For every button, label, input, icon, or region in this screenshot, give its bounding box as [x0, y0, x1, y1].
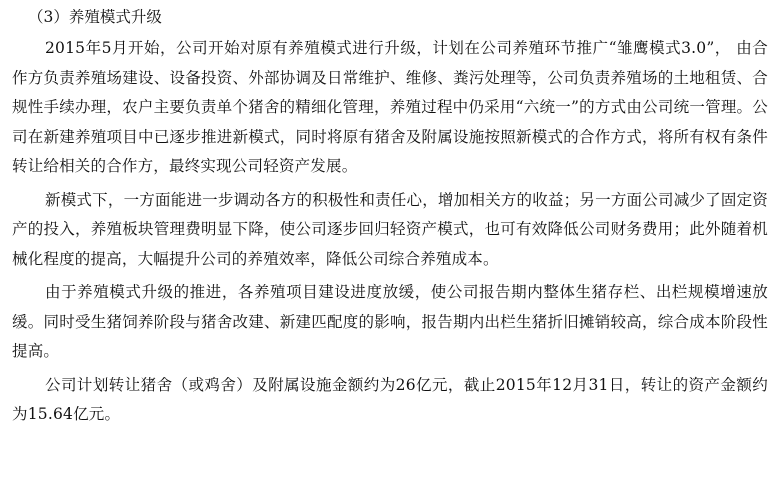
paragraph-construction-slowdown: 由于养殖模式升级的推进，各养殖项目建设进度放缓，使公司报告期内整体生猪存栏、出栏规模增速放缓。同时受生猪饲养阶段与猪舍改建、新建匹配度的影响，报告期内出栏生猪折旧摊销较高，综合成本阶段性提高。 — [12, 283, 768, 360]
section-heading: （3）养殖模式升级 — [28, 8, 162, 26]
paragraph-upgrade-plan: 2015年5月开始，公司开始对原有养殖模式进行升级，计划在公司养殖环节推广“雏鹰模式3.0”， 由合作方负责养殖场建设、设备投资、外部协调及日常维护、维修、粪污处理等，公司负责养殖场的土地租赁、合规性手续办理，农户主要负责单个猪舍的精细化管理，养殖过程中仍采用“六统一”的方式由公司统一管理。公司在新建养殖项目中已逐步推进新模式，同时将原有猪舍及附属设施按照新模式的合作方式，将所有权有条件转让给相关的合作方，最终实现公司轻资产发展。 — [12, 39, 768, 175]
paragraph-new-model-benefits: 新模式下，一方面能进一步调动各方的积极性和责任心，增加相关方的收益；另一方面公司减少了固定资产的投入，养殖板块管理费明显下降，使公司逐步回归轻资产模式，也可有效降低公司财务费用；此外随着机械化程度的提高，大幅提升公司的养殖效率，降低公司综合养殖成本。 — [12, 190, 768, 268]
paragraph-asset-transfer: 公司计划转让猪舍（或鸡舍）及附属设施金额约为26亿元，截止2015年12月31日，转让的资产金额约为15.64亿元。 — [12, 375, 768, 423]
